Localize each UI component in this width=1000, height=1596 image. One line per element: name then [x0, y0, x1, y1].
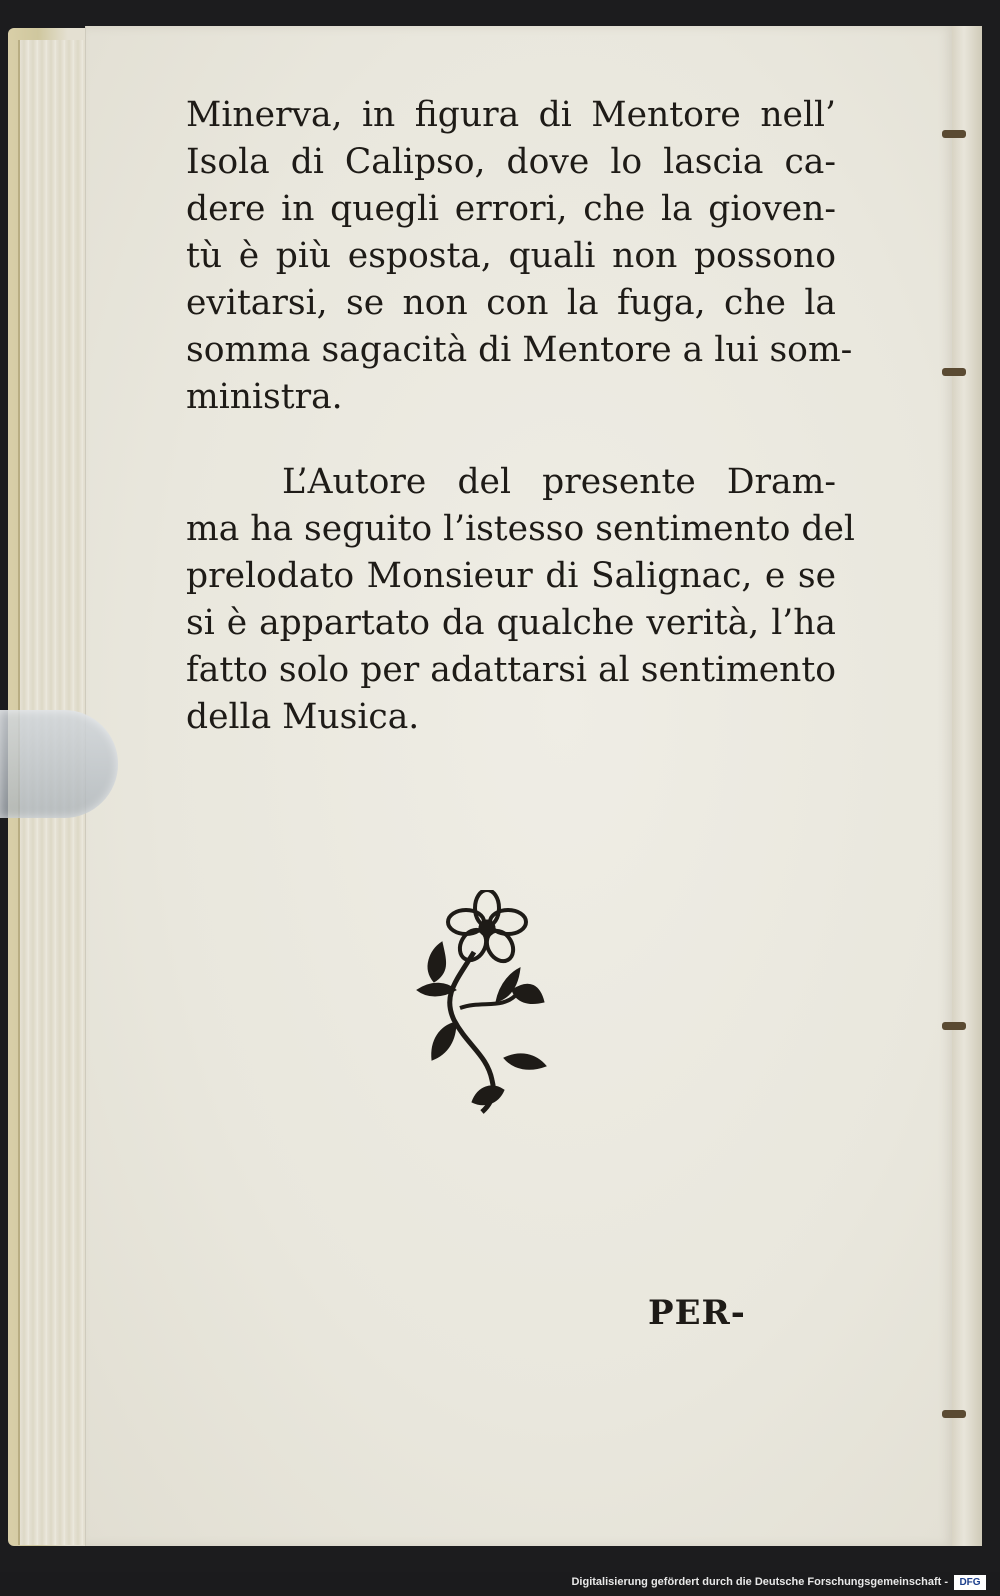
text-line: evitarsi, se non con la fuga, che la — [186, 283, 836, 323]
binding-margin — [952, 26, 982, 1546]
paragraph-2 — [186, 459, 855, 741]
text-line: somma sagacità di Mentore a lui som- — [186, 330, 853, 370]
text-line: prelodato Monsieur di Salignac, e se — [186, 556, 836, 596]
digitization-credit: Digitalisierung gefördert durch die Deutsche Forschungsgemeinschaft - — [571, 1576, 948, 1588]
text-line: L’Autore del presente Dram- — [282, 462, 836, 502]
text-line: della Musica. — [186, 697, 420, 737]
text-line: dere in quegli errori, che la gioven- — [186, 189, 836, 229]
page-clip — [0, 710, 118, 818]
text-line: Isola di Calipso, dove lo lascia ca- — [186, 142, 836, 182]
binding-stitch — [942, 130, 966, 138]
text-line: tù è più esposta, quali non possono — [186, 236, 836, 276]
text-line: ma ha seguito l’istesso sentimento del — [186, 509, 855, 549]
page-text — [186, 92, 855, 741]
binding-stitch — [942, 368, 966, 376]
binding-stitch — [942, 1022, 966, 1030]
binding-stitch — [942, 1410, 966, 1418]
text-line: Minerva, in figura di Mentore nell’ — [186, 95, 836, 135]
text-line: fatto solo per adattarsi al sentimento — [186, 650, 836, 690]
text-line: si è appartato da qualche verità, l’ha — [186, 603, 836, 643]
paragraph-1 — [186, 92, 853, 421]
catchword: PER- — [648, 1293, 746, 1333]
text-line: ministra. — [186, 377, 343, 417]
flower-ornament-icon — [412, 890, 562, 1120]
dfg-logo: DFG — [954, 1575, 986, 1590]
